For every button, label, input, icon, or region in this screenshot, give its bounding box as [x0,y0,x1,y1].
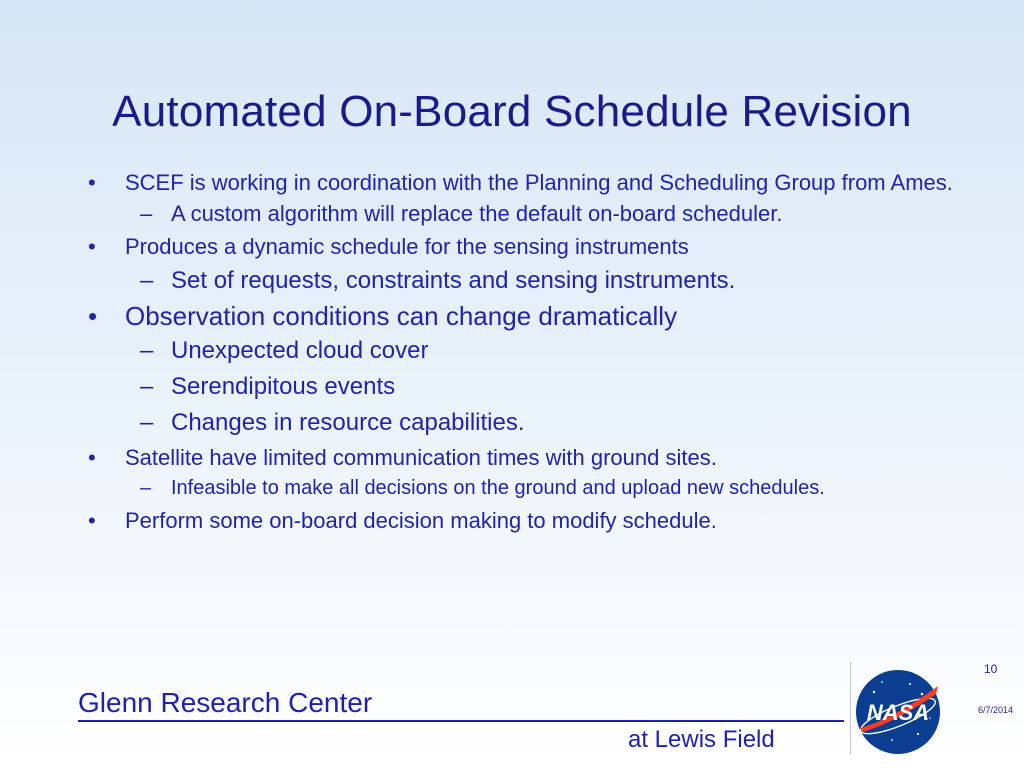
sub-bullet-text: Set of requests, constraints and sensing instruments. [171,267,736,294]
bullet-item [88,301,968,331]
sub-bullet-item [88,337,968,365]
dash-marker: – [140,201,153,226]
footer-divider [78,720,844,722]
sub-bullet-text: Changes in resource capabilities. [171,409,525,436]
dash-marker: – [140,409,154,436]
logo-wordmark: NASA [866,700,930,725]
slide-title: Automated On-Board Schedule Revision [112,87,912,136]
sub-bullet-text: Unexpected cloud cover [171,337,429,364]
nasa-logo [852,668,944,756]
location-label: at Lewis Field [628,726,775,753]
bullet-text: Observation conditions can change dramatically [125,301,678,331]
sub-bullet-item [88,267,968,295]
bullet-marker: • [88,170,96,195]
sub-bullet-item [88,409,968,437]
center-name: Glenn Research Center [78,687,373,718]
sub-bullet-item [88,201,968,226]
sub-bullet-text: A custom algorithm will replace the default on-board scheduler. [171,201,783,226]
bullet-text: Perform some on-board decision making to modify schedule. [125,508,717,533]
sub-bullet-text: Infeasible to make all decisions on the ground and upload new schedules. [171,477,825,499]
vertical-divider [850,662,851,754]
bullet-list [88,170,968,533]
bullet-text: Produces a dynamic schedule for the sensing instruments [125,234,689,259]
slide-date: 6/7/2014 [978,705,1014,715]
sub-bullet-item [88,476,968,500]
bullet-item [88,508,968,533]
dash-marker: – [140,477,152,499]
page-number: 10 [984,662,998,676]
dash-marker: – [140,373,154,400]
sub-bullet-item [88,373,968,401]
bullet-text: Satellite have limited communication times with ground sites. [125,445,717,470]
bullet-item [88,234,968,259]
bullet-item [88,170,968,195]
dash-marker: – [140,337,154,364]
sub-bullet-text: Serendipitous events [171,373,396,400]
bullet-text: SCEF is working in coordination with the Planning and Scheduling Group from Ames. [125,170,953,195]
bullet-marker: • [88,301,98,331]
bullet-item [88,445,968,470]
bullet-marker: • [88,508,96,533]
bullet-marker: • [88,234,96,259]
bullet-marker: • [88,445,96,470]
dash-marker: – [140,267,154,294]
